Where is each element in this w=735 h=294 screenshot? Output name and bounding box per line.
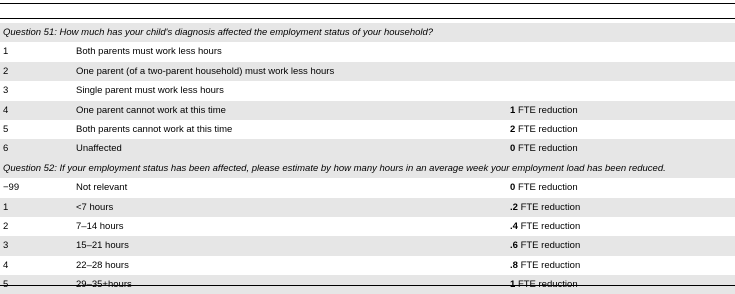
answer-text: Single parent must work less hours [76,85,224,97]
table-top-rule [0,3,735,4]
answer-code: 2 [3,65,9,77]
fte-value: .8 [510,259,518,271]
fte-value-cell [510,198,580,217]
fte-unit: FTE reduction [520,220,581,232]
question-52-answers [0,178,735,294]
answer-row [0,139,735,158]
question-row-52 [0,159,735,178]
answer-row [0,42,735,61]
fte-value: .6 [510,240,518,252]
fte-unit: FTE reduction [517,182,578,194]
fte-value: 0 [510,143,516,155]
answer-code: 3 [3,240,9,252]
answer-text: One parent cannot work at this time [76,104,226,116]
answer-row [0,81,735,100]
fte-value: 0 [510,182,516,194]
answer-code: −99 [3,182,20,194]
fte-value-cell [510,217,580,236]
answer-text: Unaffected [76,143,122,155]
answer-row [0,256,735,275]
fte-unit: FTE reduction [520,201,581,213]
fte-value-cell [510,101,578,120]
table-header-rule [0,18,735,19]
fte-value-cell [510,178,578,197]
fte-value: .2 [510,201,518,213]
answer-row [0,236,735,255]
answer-text: 22–28 hours [76,259,129,271]
coding-table [0,23,735,294]
answer-text: 7–14 hours [76,220,124,232]
answer-code: 5 [3,123,9,135]
fte-value-cell [510,139,578,158]
table-bottom-rule [0,285,735,286]
fte-value: 1 [510,104,516,116]
fte-unit: FTE reduction [520,259,581,271]
fte-value: .4 [510,220,518,232]
fte-value: 2 [510,123,516,135]
answer-code: 1 [3,46,9,58]
question-text: Question 52: If your employment status has been affected, please estimate by how many hours in an average week your employment load has been reduced. [3,162,666,174]
answer-row [0,101,735,120]
answer-row [0,178,735,197]
answer-code: 2 [3,220,9,232]
question-text: Question 51: How much has your child's diagnosis affected the employment status of your household? [3,27,434,38]
answer-text: <7 hours [76,201,114,213]
fte-value-cell [510,236,580,255]
answer-text: Both parents must work less hours [76,46,222,58]
answer-code: 1 [3,201,9,213]
answer-row [0,120,735,139]
answer-code: 3 [3,85,9,97]
fte-unit: FTE reduction [517,143,578,155]
question-51-answers [0,42,735,158]
answer-text: One parent (of a two-parent household) must work less hours [76,65,335,77]
question-row-51 [0,23,735,42]
answer-text: 15–21 hours [76,240,129,252]
answer-text: Not relevant [76,182,128,194]
answer-text: Both parents cannot work at this time [76,123,233,135]
fte-unit: FTE reduction [517,123,578,135]
answer-row [0,217,735,236]
fte-unit: FTE reduction [517,104,578,116]
fte-value-cell [510,256,580,275]
answer-row [0,198,735,217]
answer-code: 6 [3,143,9,155]
fte-unit: FTE reduction [520,240,581,252]
answer-code: 4 [3,104,9,116]
answer-row [0,62,735,81]
fte-value-cell [510,120,578,139]
answer-code: 4 [3,259,9,271]
